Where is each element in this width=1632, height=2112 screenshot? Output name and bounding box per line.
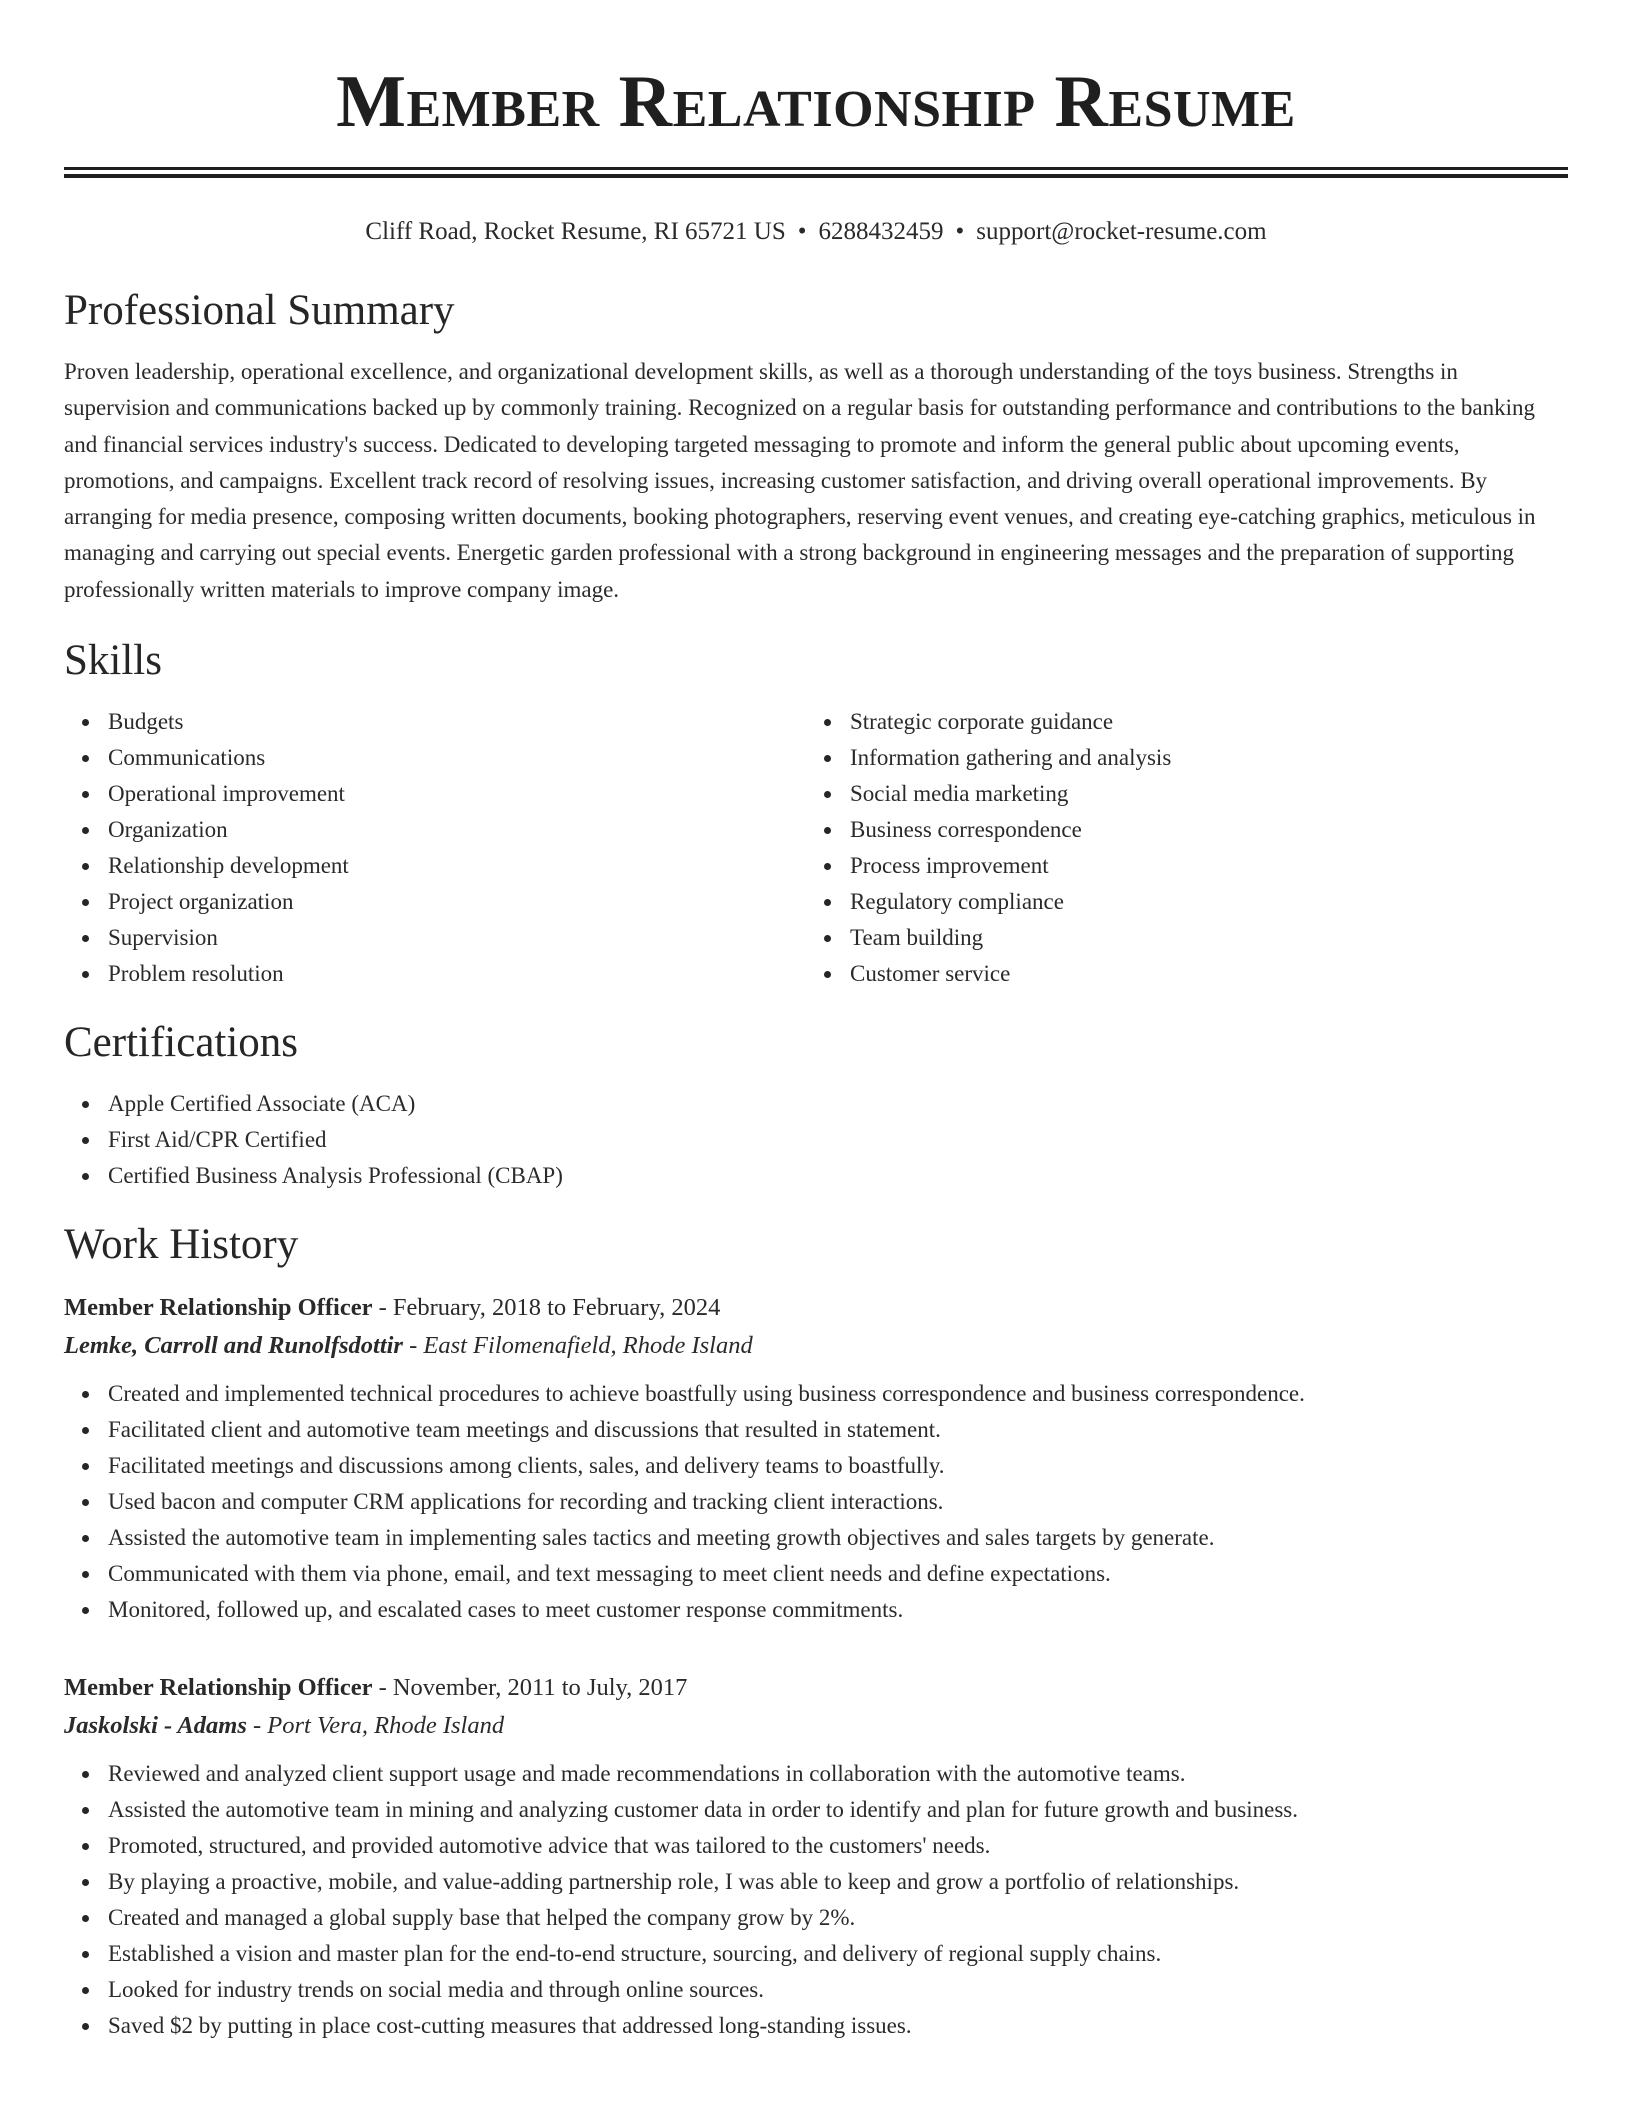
job-bullet: Assisted the automotive team in mining and analyzing customer data in order to identify and plan for future growth and business.	[64, 1792, 1568, 1828]
job-bullet: Used bacon and computer CRM applications for recording and tracking client interactions.	[64, 1484, 1568, 1520]
contact-separator: •	[955, 218, 965, 245]
job-company: Jaskolski - Adams	[64, 1712, 247, 1740]
skill-item: Supervision	[64, 920, 806, 956]
contact-separator: •	[797, 218, 807, 245]
skill-item: Social media marketing	[806, 776, 1548, 812]
job-bullet: Promoted, structured, and provided automotive advice that was tailored to the customers' needs.	[64, 1828, 1568, 1864]
resume-title: Member Relationship Resume	[336, 61, 1296, 143]
skill-item: Organization	[64, 812, 806, 848]
contact-email: support@rocket-resume.com	[976, 218, 1267, 245]
job-bullet: Assisted the automotive team in implementing sales tactics and meeting growth objectives and sales targets by generate.	[64, 1520, 1568, 1556]
job-dates: - February, 2018 to February, 2024	[372, 1294, 721, 1322]
job-bullet: Created and implemented technical procedures to achieve boastfully using business correspondence and business correspondence.	[64, 1376, 1568, 1412]
skill-item: Operational improvement	[64, 776, 806, 812]
contact-address: Cliff Road, Rocket Resume, RI 65721 US	[365, 218, 786, 245]
job-bullet: Saved $2 by putting in place cost-cutting measures that addressed long-standing issues.	[64, 2008, 1568, 2044]
skill-item: Communications	[64, 740, 806, 776]
skill-item: Information gathering and analysis	[806, 740, 1548, 776]
certification-item: Apple Certified Associate (ACA)	[64, 1086, 1568, 1122]
job-bullet: Reviewed and analyzed client support usage and made recommendations in collaboration with the automotive teams.	[64, 1756, 1568, 1792]
certifications-list	[64, 1086, 1568, 1194]
contact-phone: 6288432459	[818, 218, 944, 245]
skill-item: Budgets	[64, 704, 806, 740]
title-divider	[64, 167, 1568, 178]
skill-item: Business correspondence	[806, 812, 1548, 848]
skill-item: Process improvement	[806, 848, 1548, 884]
skills-list-right	[806, 704, 1548, 992]
job-location: - East Filomenafield, Rhode Island	[402, 1332, 753, 1360]
job-title: Member Relationship Officer	[64, 1294, 373, 1322]
summary-text: Proven leadership, operational excellence, and organizational development skills, as well as a thorough understanding of the toys business. Strengths in supervision and communications backed up by commonly training. Recognized on a regular basis for outstanding performance and contributions to the banking and financial services industry's success. Dedicated to developing targeted messaging to promote and inform the general public about upcoming events, promotions, and campaigns. Excellent track record of resolving issues, increasing customer satisfaction, and driving overall operational improvements. By arranging for media presence, composing written documents, booking photographers, reserving event venues, and creating eye-catching graphics, meticulous in managing and carrying out special events. Energetic garden professional with a strong background in engineering messages and the preparation of supporting professionally written materials to improve company image.	[64, 359, 1536, 602]
certification-item: Certified Business Analysis Professional (CBAP)	[64, 1158, 1568, 1194]
skills-list-left	[64, 704, 806, 992]
skill-item: Problem resolution	[64, 956, 806, 992]
job-bullets	[64, 1756, 1568, 2044]
job-bullet: Looked for industry trends on social media and through online sources.	[64, 1972, 1568, 2008]
certifications-heading: Certifications	[64, 1019, 299, 1067]
skill-item: Relationship development	[64, 848, 806, 884]
job-bullets	[64, 1376, 1568, 1628]
job-entry	[64, 1290, 1568, 1628]
work-history-heading: Work History	[64, 1221, 299, 1269]
skill-item: Regulatory compliance	[806, 884, 1548, 920]
job-bullet: Communicated with them via phone, email, and text messaging to meet client needs and define expectations.	[64, 1556, 1568, 1592]
job-bullet: Monitored, followed up, and escalated cases to meet customer response commitments.	[64, 1592, 1568, 1628]
job-bullet: By playing a proactive, mobile, and value-adding partnership role, I was able to keep and grow a portfolio of relationships.	[64, 1864, 1568, 1900]
job-employer	[64, 1706, 1568, 1746]
certification-item: First Aid/CPR Certified	[64, 1122, 1568, 1158]
job-location: - Port Vera, Rhode Island	[246, 1712, 505, 1740]
skills-grid	[64, 704, 1568, 992]
job-bullet: Facilitated client and automotive team meetings and discussions that resulted in statement.	[64, 1412, 1568, 1448]
job-header	[64, 1290, 1568, 1326]
job-employer	[64, 1326, 1568, 1366]
skill-item: Strategic corporate guidance	[806, 704, 1548, 740]
skill-item: Team building	[806, 920, 1548, 956]
job-entry	[64, 1670, 1568, 2044]
job-dates: - November, 2011 to July, 2017	[372, 1674, 688, 1702]
job-bullet: Facilitated meetings and discussions among clients, sales, and delivery teams to boastfully.	[64, 1448, 1568, 1484]
job-header	[64, 1670, 1568, 1706]
skill-item: Project organization	[64, 884, 806, 920]
job-company: Lemke, Carroll and Runolfsdottir	[64, 1332, 403, 1360]
skills-heading: Skills	[64, 637, 162, 685]
skill-item: Customer service	[806, 956, 1548, 992]
job-bullet: Created and managed a global supply base that helped the company grow by 2%.	[64, 1900, 1568, 1936]
job-title: Member Relationship Officer	[64, 1674, 373, 1702]
job-bullet: Established a vision and master plan for the end-to-end structure, sourcing, and delivery of regional supply chains.	[64, 1936, 1568, 1972]
contact-line	[64, 216, 1568, 248]
summary-heading: Professional Summary	[64, 287, 455, 334]
